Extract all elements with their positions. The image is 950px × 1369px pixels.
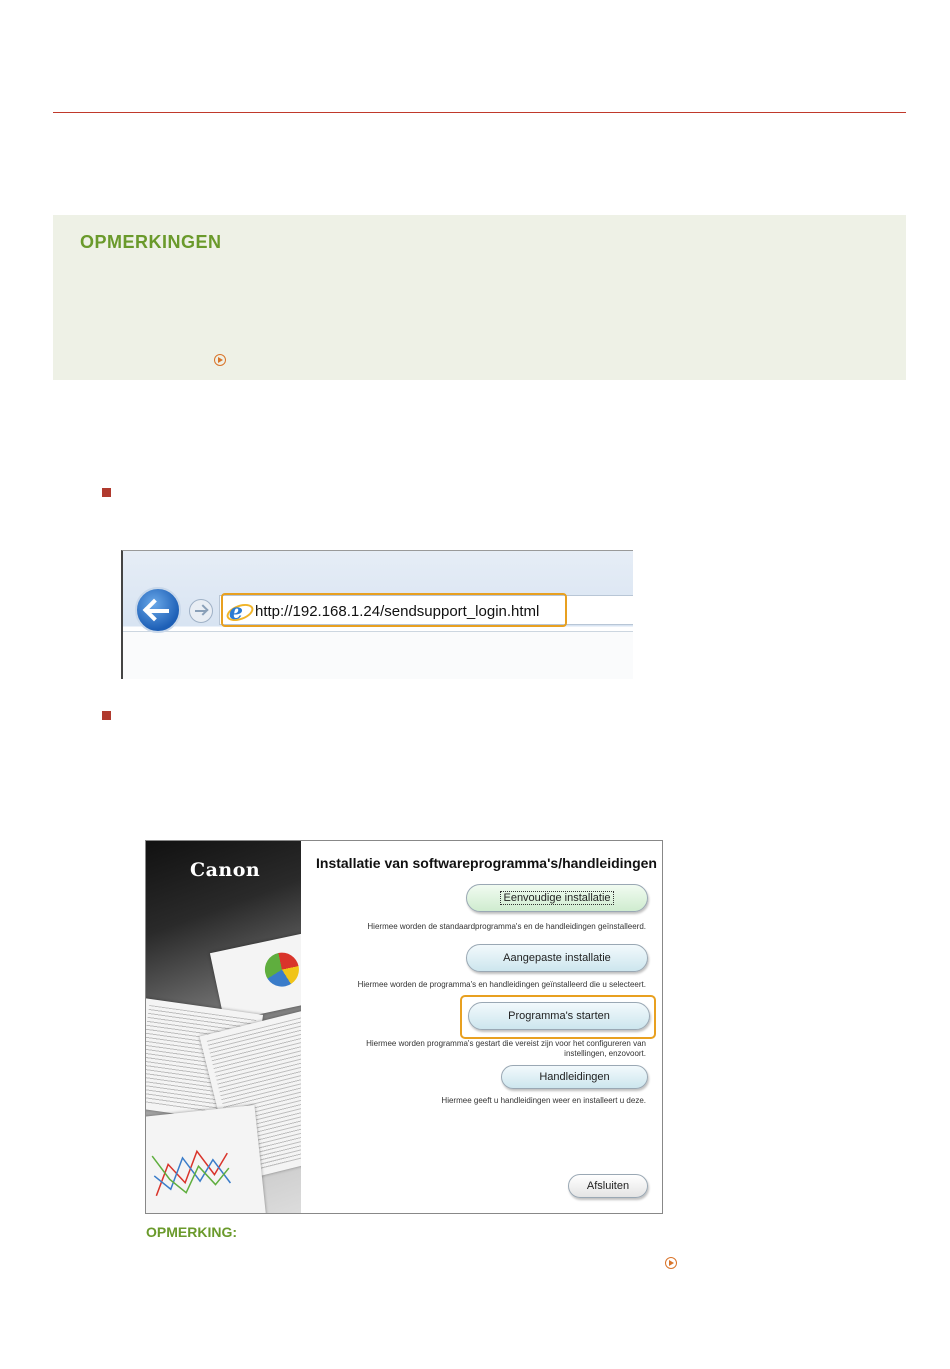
start-programs-desc-2: instellingen, enzovoort.	[564, 1049, 646, 1058]
address-highlight	[221, 593, 567, 627]
custom-install-button[interactable]: Aangepaste installatie	[466, 944, 648, 972]
installer-side-image	[146, 841, 301, 1213]
start-programs-button[interactable]: Programma's starten	[468, 1002, 650, 1030]
back-icon[interactable]	[135, 587, 181, 633]
notes-title: OPMERKINGEN	[80, 232, 222, 252]
manuals-desc: Hiermee geeft u handleidingen weer en installeert u deze.	[441, 1096, 646, 1105]
note-title: OPMERKING:	[146, 1224, 237, 1240]
paper-image	[146, 1105, 267, 1213]
notes-box	[53, 215, 906, 380]
custom-install-desc: Hiermee worden de programma's en handleidingen geïnstalleerd die u selecteert.	[357, 980, 646, 989]
step-bullet-2	[102, 711, 111, 720]
link-arrow-icon[interactable]	[665, 1257, 677, 1269]
step-bullet-1	[102, 488, 111, 497]
installer-window	[145, 840, 663, 1214]
browser-content-area	[123, 631, 633, 679]
start-programs-highlight	[460, 995, 656, 1039]
forward-icon[interactable]	[189, 599, 213, 623]
easy-install-button[interactable]: Eenvoudige installatie	[466, 884, 648, 912]
ie-icon: e	[229, 599, 243, 625]
line-graph-icon	[146, 1125, 263, 1213]
easy-install-desc: Hiermee worden de standaardprogramma's en de handleidingen geïnstalleerd.	[367, 922, 646, 931]
url-text[interactable]: http://192.168.1.24/sendsupport_login.html	[255, 603, 540, 620]
start-programs-desc-1: Hiermee worden programma's gestart die vereist zijn voor het configureren van	[366, 1039, 646, 1048]
link-arrow-icon[interactable]	[214, 354, 226, 366]
manuals-button[interactable]: Handleidingen	[501, 1065, 648, 1089]
paper-image	[210, 930, 301, 1021]
canon-logo: Canon	[190, 859, 261, 881]
pie-chart-icon	[262, 949, 301, 989]
browser-screenshot	[121, 550, 633, 679]
exit-button[interactable]: Afsluiten	[568, 1174, 648, 1198]
header-rule	[53, 112, 906, 113]
installer-title: Installatie van softwareprogramma's/handleidingen	[316, 855, 657, 871]
